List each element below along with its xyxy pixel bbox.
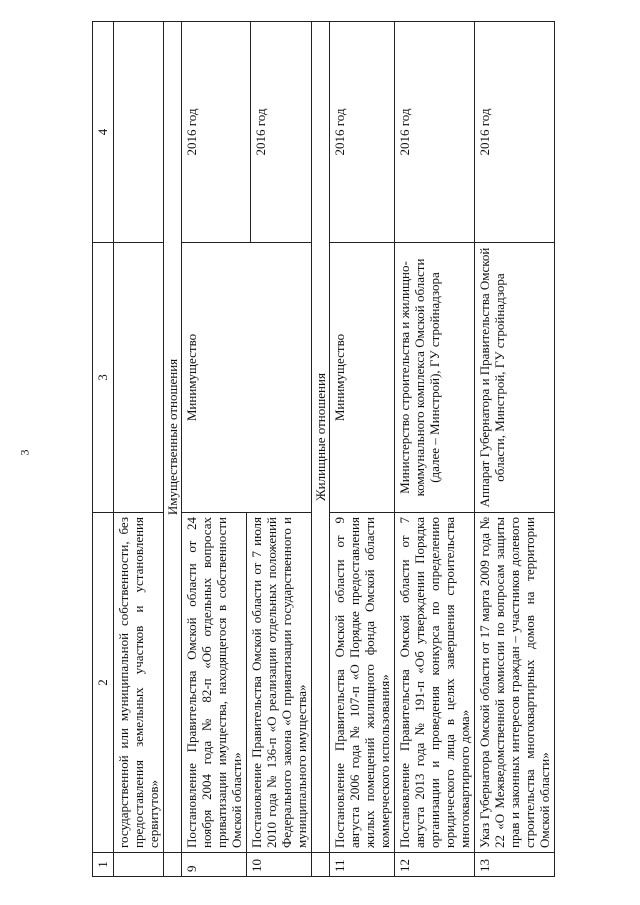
rotated-document-table	[92, 22, 555, 877]
header-col-4: 4	[93, 22, 114, 243]
row-number: 9	[182, 853, 247, 877]
row-number: 11	[330, 853, 395, 877]
table-row	[475, 22, 555, 877]
row-number: 13	[475, 853, 555, 877]
section-title-row	[312, 22, 330, 877]
table-row	[330, 22, 395, 877]
table-row	[395, 22, 475, 877]
responsible-body: Минимущество	[330, 243, 395, 513]
legal-act-text: Постановление Правительства Омской области от 7 июля 2010 года № 136-п «О реализации отдельных положений Федерального закона «О приватизации государственного и муниципального имущества»	[247, 513, 312, 853]
responsible-body: Министерство строительства и жилищно-коммунального комплекса Омской области (далее – Минстрой), ГУ стройнадзора	[395, 243, 475, 513]
deadline: 2016 год	[330, 22, 395, 243]
header-col-1: 1	[93, 853, 114, 877]
legal-act-text: Указ Губернатора Омской области от 17 марта 2009 года № 22 «О Межведомственной комиссии по вопросам защиты прав и законных интересов граждан – участников долевого строительства многоквартирных домов на территории Омской области»	[475, 513, 555, 853]
table-row	[182, 22, 247, 877]
header-col-2: 2	[93, 513, 114, 853]
table-header-row	[93, 22, 114, 877]
continuation-text: государственной или муниципальной собственности, без предоставления земельных участков и установления сервитутов»	[114, 513, 164, 853]
deadline: 2016 год	[395, 22, 475, 243]
deadline-split-cell	[182, 22, 312, 243]
page-number: 3	[17, 449, 32, 456]
section-title-property: Имущественные отношения	[164, 22, 182, 853]
header-col-3: 3	[93, 243, 114, 513]
table-row-continuation	[114, 22, 164, 877]
deadline: 2016 год	[475, 22, 555, 243]
responsible-body: Аппарат Губернатора и Правительства Омской области, Минстрой, ГУ стройнадзора	[475, 243, 555, 513]
deadline: 2016 год	[253, 108, 268, 156]
legal-act-text: Постановление Правительства Омской области от 7 августа 2013 года № 191-п «Об утверждении Порядка организации и проведения конкурса по определению юридического лица в целях завершения строительства многоквартирного дома»	[395, 513, 475, 853]
section-title-housing: Жилищные отношения	[312, 22, 330, 853]
legal-act-text: Постановление Правительства Омской области от 24 ноября 2004 года № 82-п «Об отдельных вопросах приватизации имущества, находящегося в собственности Омской области»	[182, 513, 247, 853]
deadline: 2016 год	[182, 22, 251, 242]
legal-acts-table	[92, 21, 555, 877]
section-title-row	[164, 22, 182, 877]
row-number: 12	[395, 853, 475, 877]
legal-act-text: Постановление Правительства Омской области от 9 августа 2006 года № 107-п «О Порядке предоставления жилых помещений жилищного фонда Омской области коммерческого использования»	[330, 513, 395, 853]
responsible-body: Минимущество	[182, 243, 312, 513]
row-number: 10	[247, 853, 312, 877]
